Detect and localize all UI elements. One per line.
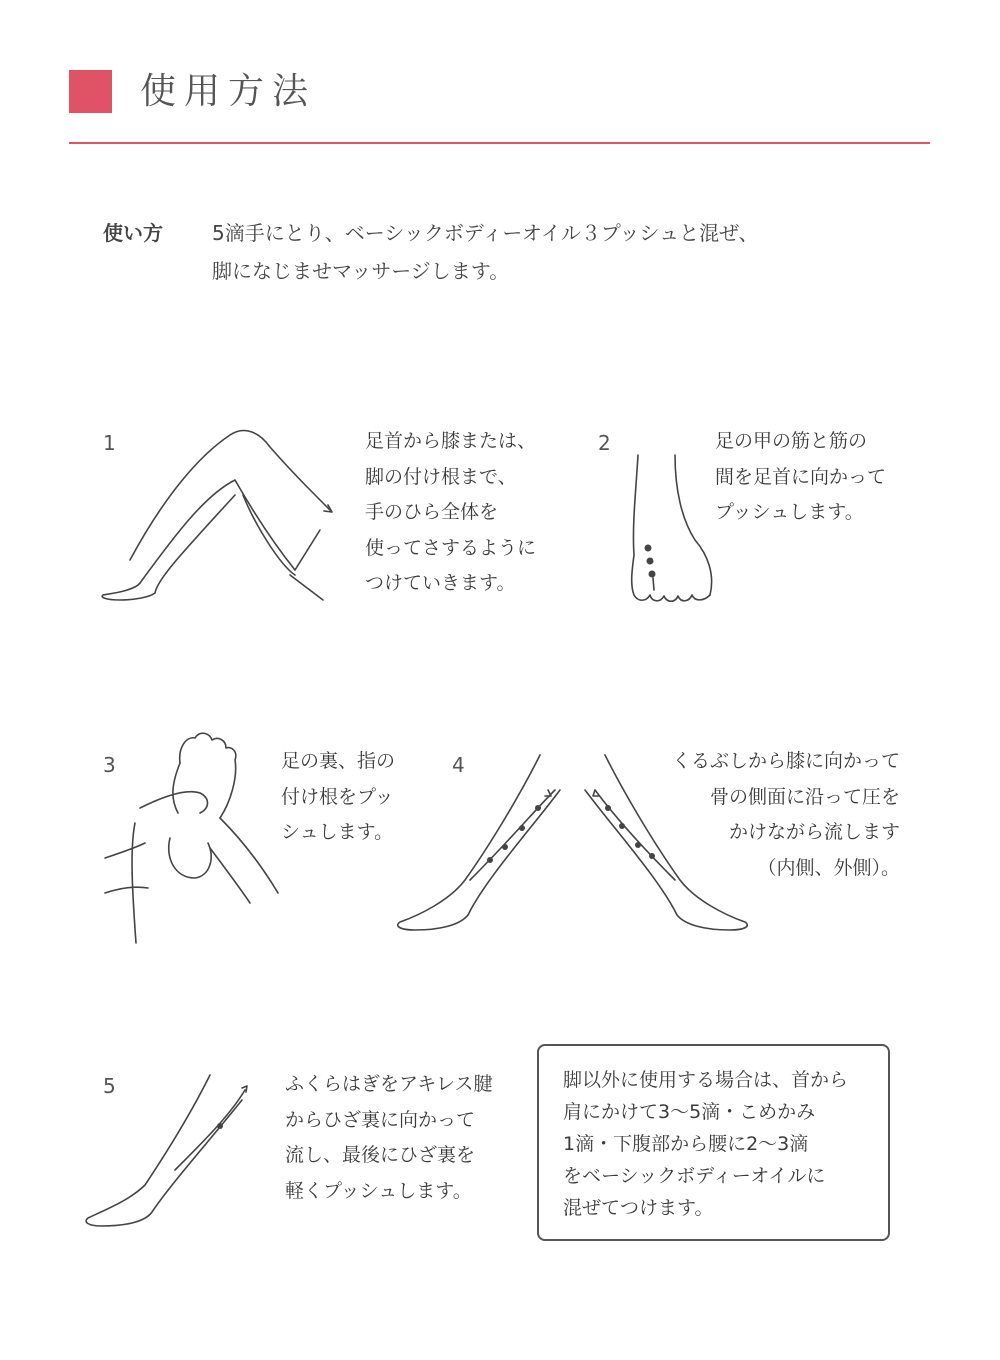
step-3-line: 付け根をプッ [281,785,394,808]
step-5-text [285,1067,492,1209]
foot-top-illustration [620,450,730,610]
step-5-line: 軽くプッシュします。 [285,1179,472,1202]
step-4-line: くるぶしから膝に向かって [671,750,900,772]
step-1-line: 足首から膝または、 [365,430,537,452]
step-3-line: シュします。 [281,821,394,843]
step-1-line: つけていきます。 [365,572,516,594]
note-line: 1滴・下腹部から腰に2〜3滴 [563,1133,809,1155]
step-2-number: 2 [598,431,611,455]
step-3-number: 3 [103,753,116,777]
step-4-text [640,744,900,886]
step-2-text [715,424,886,531]
step-3-text [281,744,395,851]
title-accent-square [69,70,112,113]
step-4-number: 4 [452,753,465,777]
step-3-line: 足の裏、指の [281,750,396,772]
page-title: 使用方法 [140,71,317,112]
step-1-line: 使ってさするように [365,536,537,559]
note-line: 混ぜてつけます。 [563,1197,714,1219]
usage-line-2: 脚になじませマッサージします。 [212,259,510,283]
step-4-line: 骨の側面に沿って圧を [709,785,900,808]
step-2-line: 足の甲の筋と筋の [715,430,868,452]
title-divider [69,142,930,144]
step-4-line: かけながら流します [728,821,900,843]
hands-on-sole-illustration [100,728,290,948]
step-5-line: からひざ裏に向かって [285,1108,476,1131]
usage-line-1: 5滴手にとり、ベーシックボディーオイル３プッシュと混ぜ、 [212,221,759,245]
step-1-line: 脚の付け根まで、 [365,465,517,488]
step-2-line: プッシュします。 [715,501,864,523]
note-line: 脚以外に使用する場合は、首から [563,1069,849,1091]
step-5-line: 流し、最後にひざ裏を [285,1144,476,1166]
calf-to-knee-illustration [80,1070,260,1230]
step-1-number: 1 [103,431,116,455]
usage-label: 使い方 [103,221,163,245]
note-line: をベーシックボディーオイルに [563,1165,826,1187]
note-text [563,1064,848,1224]
step-5-number: 5 [103,1074,116,1098]
step-5-line: ふくらはぎをアキレス腱 [285,1073,493,1095]
step-2-line: 間を足首に向かって [715,465,887,488]
step-4-line: （内側、外側）。 [757,856,900,879]
leg-stroke-illustration [95,425,355,610]
note-line: 肩にかけて3〜5滴・こめかみ [563,1101,816,1123]
step-1-text [365,424,536,602]
step-1-line: 手のひら全体を [365,501,499,523]
